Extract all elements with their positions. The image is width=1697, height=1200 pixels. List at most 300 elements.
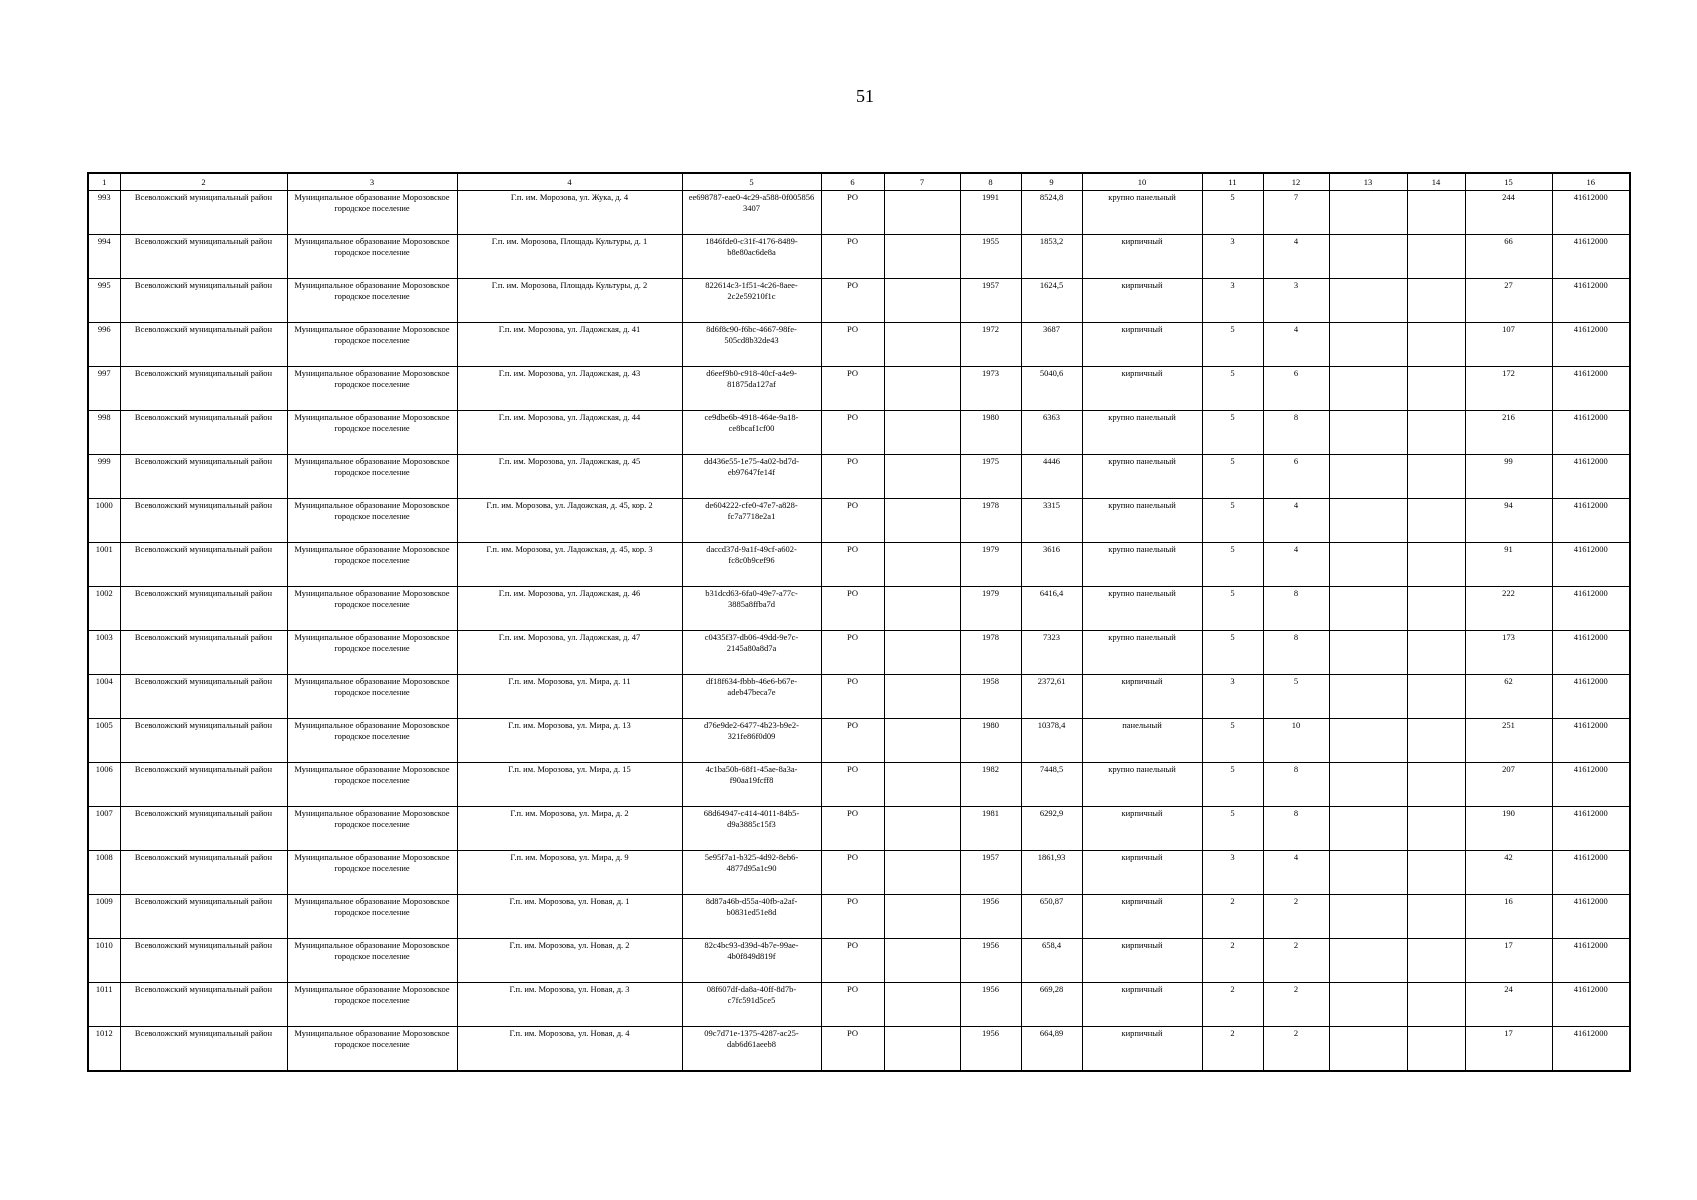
- table-cell-col-4: Г.п. им. Морозова, ул. Ладожская, д. 45, кор. 2: [457, 499, 682, 543]
- table-cell-col-13: [1329, 763, 1407, 807]
- table-cell-col-7: [884, 851, 960, 895]
- table-cell-col-13: [1329, 191, 1407, 235]
- table-cell-col-9: 650,87: [1021, 895, 1082, 939]
- table-cell-col-6: РО: [821, 411, 884, 455]
- table-cell-col-15: 222: [1465, 587, 1552, 631]
- table-cell-col-12: 2: [1263, 895, 1329, 939]
- table-cell-col-10: кирпичный: [1082, 983, 1202, 1027]
- table-cell-col-8: 1980: [960, 411, 1021, 455]
- table-cell-col-6: РО: [821, 807, 884, 851]
- table-cell-col-8: 1955: [960, 235, 1021, 279]
- table-cell-col-2: Всеволожский муниципальный район: [120, 455, 287, 499]
- table-cell-col-3: Муниципальное образование Морозовское городское поселение: [287, 279, 457, 323]
- table-cell-col-4: Г.п. им. Морозова, ул. Ладожская, д. 44: [457, 411, 682, 455]
- table-cell-col-12: 10: [1263, 719, 1329, 763]
- table-cell-col-14: [1407, 411, 1465, 455]
- table-cell-col-1: 1010: [88, 939, 120, 983]
- table-cell-col-14: [1407, 939, 1465, 983]
- table-cell-col-14: [1407, 367, 1465, 411]
- table-cell-col-3: Муниципальное образование Морозовское городское поселение: [287, 851, 457, 895]
- table-cell-col-2: Всеволожский муниципальный район: [120, 543, 287, 587]
- table-cell-col-12: 2: [1263, 939, 1329, 983]
- column-number-12: 12: [1263, 173, 1329, 191]
- table-cell-col-14: [1407, 763, 1465, 807]
- table-cell-col-14: [1407, 191, 1465, 235]
- table-cell-col-2: Всеволожский муниципальный район: [120, 367, 287, 411]
- table-cell-col-4: Г.п. им. Морозова, ул. Жука, д. 4: [457, 191, 682, 235]
- table-cell-col-3: Муниципальное образование Морозовское городское поселение: [287, 411, 457, 455]
- table-cell-col-11: 2: [1202, 895, 1263, 939]
- table-cell-col-8: 1956: [960, 1027, 1021, 1071]
- table-cell-col-1: 997: [88, 367, 120, 411]
- table-row: [88, 587, 1630, 631]
- table-cell-col-5: d6eef9b0-c918-40cf-a4e9-81875da127af: [682, 367, 821, 411]
- table-row: [88, 1027, 1630, 1071]
- table-cell-col-8: 1957: [960, 851, 1021, 895]
- table-cell-col-10: кирпичный: [1082, 939, 1202, 983]
- table-cell-col-9: 6416,4: [1021, 587, 1082, 631]
- table-cell-col-8: 1981: [960, 807, 1021, 851]
- table-cell-col-2: Всеволожский муниципальный район: [120, 631, 287, 675]
- table-cell-col-10: крупно панельный: [1082, 631, 1202, 675]
- table-cell-col-2: Всеволожский муниципальный район: [120, 279, 287, 323]
- table-cell-col-13: [1329, 1027, 1407, 1071]
- table-cell-col-10: крупно панельный: [1082, 587, 1202, 631]
- table-cell-col-16: 41612000: [1552, 1027, 1630, 1071]
- table-cell-col-10: кирпичный: [1082, 895, 1202, 939]
- column-number-14: 14: [1407, 173, 1465, 191]
- table-cell-col-2: Всеволожский муниципальный район: [120, 895, 287, 939]
- table-cell-col-4: Г.п. им. Морозова, ул. Ладожская, д. 46: [457, 587, 682, 631]
- table-cell-col-5: 8d6f8c90-f6bc-4667-98fe-505cd8b32de43: [682, 323, 821, 367]
- table-cell-col-3: Муниципальное образование Морозовское городское поселение: [287, 235, 457, 279]
- table-cell-col-6: РО: [821, 367, 884, 411]
- table-cell-col-7: [884, 939, 960, 983]
- table-cell-col-13: [1329, 895, 1407, 939]
- table-cell-col-13: [1329, 851, 1407, 895]
- table-cell-col-11: 3: [1202, 675, 1263, 719]
- table-cell-col-13: [1329, 719, 1407, 763]
- table-cell-col-12: 8: [1263, 587, 1329, 631]
- table-cell-col-5: d76e9de2-6477-4b23-b9e2-321fe86f0d09: [682, 719, 821, 763]
- table-cell-col-9: 1624,5: [1021, 279, 1082, 323]
- table-row: [88, 851, 1630, 895]
- table-cell-col-12: 4: [1263, 543, 1329, 587]
- table-cell-col-16: 41612000: [1552, 719, 1630, 763]
- table-cell-col-9: 3616: [1021, 543, 1082, 587]
- table-cell-col-8: 1978: [960, 499, 1021, 543]
- table-row: [88, 763, 1630, 807]
- column-number-4: 4: [457, 173, 682, 191]
- table-cell-col-7: [884, 499, 960, 543]
- table-cell-col-10: крупно панельный: [1082, 763, 1202, 807]
- table-cell-col-15: 172: [1465, 367, 1552, 411]
- table-cell-col-16: 41612000: [1552, 807, 1630, 851]
- table-cell-col-15: 24: [1465, 983, 1552, 1027]
- table-cell-col-10: кирпичный: [1082, 235, 1202, 279]
- table-cell-col-6: РО: [821, 939, 884, 983]
- column-number-11: 11: [1202, 173, 1263, 191]
- table-cell-col-10: кирпичный: [1082, 323, 1202, 367]
- table-cell-col-2: Всеволожский муниципальный район: [120, 587, 287, 631]
- column-number-1: 1: [88, 173, 120, 191]
- table-cell-col-6: РО: [821, 455, 884, 499]
- table-cell-col-9: 664,89: [1021, 1027, 1082, 1071]
- table-cell-col-10: панельный: [1082, 719, 1202, 763]
- table-cell-col-12: 8: [1263, 411, 1329, 455]
- table-cell-col-1: 1004: [88, 675, 120, 719]
- table-cell-col-8: 1956: [960, 983, 1021, 1027]
- table-cell-col-15: 94: [1465, 499, 1552, 543]
- table-cell-col-8: 1980: [960, 719, 1021, 763]
- table-cell-col-14: [1407, 587, 1465, 631]
- table-cell-col-1: 996: [88, 323, 120, 367]
- table-cell-col-1: 1005: [88, 719, 120, 763]
- table-cell-col-6: РО: [821, 279, 884, 323]
- table-cell-col-6: РО: [821, 499, 884, 543]
- table-cell-col-7: [884, 895, 960, 939]
- table-cell-col-9: 4446: [1021, 455, 1082, 499]
- column-number-6: 6: [821, 173, 884, 191]
- column-number-13: 13: [1329, 173, 1407, 191]
- table-cell-col-4: Г.п. им. Морозова, ул. Новая, д. 1: [457, 895, 682, 939]
- table-cell-col-8: 1982: [960, 763, 1021, 807]
- table-cell-col-3: Муниципальное образование Морозовское городское поселение: [287, 543, 457, 587]
- table-cell-col-14: [1407, 455, 1465, 499]
- table-cell-col-13: [1329, 631, 1407, 675]
- table-cell-col-4: Г.п. им. Морозова, ул. Мира, д. 11: [457, 675, 682, 719]
- table-cell-col-9: 669,28: [1021, 983, 1082, 1027]
- table-cell-col-13: [1329, 983, 1407, 1027]
- table-cell-col-13: [1329, 367, 1407, 411]
- table-cell-col-9: 6292,9: [1021, 807, 1082, 851]
- table-cell-col-9: 2372,61: [1021, 675, 1082, 719]
- table-cell-col-8: 1958: [960, 675, 1021, 719]
- table-cell-col-1: 1008: [88, 851, 120, 895]
- table-cell-col-10: кирпичный: [1082, 851, 1202, 895]
- table-cell-col-4: Г.п. им. Морозова, ул. Новая, д. 3: [457, 983, 682, 1027]
- table-cell-col-4: Г.п. им. Морозова, ул. Ладожская, д. 45, кор. 3: [457, 543, 682, 587]
- table-cell-col-16: 41612000: [1552, 543, 1630, 587]
- table-cell-col-13: [1329, 235, 1407, 279]
- table-cell-col-16: 41612000: [1552, 499, 1630, 543]
- table-cell-col-6: РО: [821, 323, 884, 367]
- table-cell-col-4: Г.п. им. Морозова, ул. Ладожская, д. 43: [457, 367, 682, 411]
- table-cell-col-14: [1407, 631, 1465, 675]
- table-cell-col-2: Всеволожский муниципальный район: [120, 983, 287, 1027]
- column-number-3: 3: [287, 173, 457, 191]
- table-cell-col-3: Муниципальное образование Морозовское городское поселение: [287, 807, 457, 851]
- table-cell-col-1: 1003: [88, 631, 120, 675]
- table-cell-col-8: 1991: [960, 191, 1021, 235]
- table-cell-col-13: [1329, 411, 1407, 455]
- table-cell-col-2: Всеволожский муниципальный район: [120, 235, 287, 279]
- table-row: [88, 895, 1630, 939]
- table-cell-col-7: [884, 763, 960, 807]
- table-cell-col-14: [1407, 1027, 1465, 1071]
- table-cell-col-14: [1407, 851, 1465, 895]
- table-cell-col-5: 08f607df-da8a-40ff-8d7b-c7fc591d5ce5: [682, 983, 821, 1027]
- table-cell-col-13: [1329, 587, 1407, 631]
- table-cell-col-11: 3: [1202, 235, 1263, 279]
- table-cell-col-15: 27: [1465, 279, 1552, 323]
- column-number-7: 7: [884, 173, 960, 191]
- table-cell-col-7: [884, 191, 960, 235]
- table-cell-col-5: dd436e55-1e75-4a02-bd7d-eb97647fe14f: [682, 455, 821, 499]
- housing-register-table: [87, 172, 1631, 1072]
- table-cell-col-6: РО: [821, 631, 884, 675]
- table-row: [88, 323, 1630, 367]
- table-row: [88, 983, 1630, 1027]
- table-cell-col-7: [884, 983, 960, 1027]
- table-cell-col-5: 8d87a46b-d55a-40fb-a2af-b0831ed51e8d: [682, 895, 821, 939]
- table-cell-col-11: 5: [1202, 323, 1263, 367]
- table-cell-col-16: 41612000: [1552, 983, 1630, 1027]
- table-cell-col-2: Всеволожский муниципальный район: [120, 851, 287, 895]
- table-cell-col-8: 1973: [960, 367, 1021, 411]
- table-cell-col-1: 1006: [88, 763, 120, 807]
- table-cell-col-15: 251: [1465, 719, 1552, 763]
- table-cell-col-10: крупно панельный: [1082, 499, 1202, 543]
- table-cell-col-6: РО: [821, 851, 884, 895]
- table-cell-col-5: daccd37d-9a1f-49cf-a602-fc8c0b9cef96: [682, 543, 821, 587]
- column-number-2: 2: [120, 173, 287, 191]
- table-cell-col-4: Г.п. им. Морозова, ул. Ладожская, д. 41: [457, 323, 682, 367]
- table-cell-col-11: 2: [1202, 939, 1263, 983]
- table-cell-col-10: кирпичный: [1082, 279, 1202, 323]
- table-cell-col-9: 5040,6: [1021, 367, 1082, 411]
- table-cell-col-6: РО: [821, 983, 884, 1027]
- table-cell-col-8: 1956: [960, 939, 1021, 983]
- table-cell-col-8: 1956: [960, 895, 1021, 939]
- table-cell-col-12: 7: [1263, 191, 1329, 235]
- table-cell-col-10: кирпичный: [1082, 675, 1202, 719]
- table-cell-col-14: [1407, 279, 1465, 323]
- table-row: [88, 939, 1630, 983]
- table-cell-col-1: 1001: [88, 543, 120, 587]
- table-cell-col-3: Муниципальное образование Морозовское городское поселение: [287, 675, 457, 719]
- table-cell-col-7: [884, 807, 960, 851]
- table-cell-col-11: 5: [1202, 587, 1263, 631]
- table-cell-col-11: 3: [1202, 279, 1263, 323]
- table-cell-col-12: 4: [1263, 499, 1329, 543]
- table-cell-col-16: 41612000: [1552, 191, 1630, 235]
- table-cell-col-15: 16: [1465, 895, 1552, 939]
- table-cell-col-7: [884, 455, 960, 499]
- table-cell-col-9: 1853,2: [1021, 235, 1082, 279]
- table-cell-col-5: ce9dbe6b-4918-464e-9a18-ce8bcaf1cf00: [682, 411, 821, 455]
- table-cell-col-3: Муниципальное образование Морозовское городское поселение: [287, 983, 457, 1027]
- table-cell-col-15: 107: [1465, 323, 1552, 367]
- table-cell-col-7: [884, 587, 960, 631]
- table-cell-col-1: 995: [88, 279, 120, 323]
- table-cell-col-5: b31dcd63-6fa0-49e7-a77c-3885a8ffba7d: [682, 587, 821, 631]
- table-cell-col-1: 998: [88, 411, 120, 455]
- table-cell-col-9: 1861,93: [1021, 851, 1082, 895]
- table-cell-col-15: 42: [1465, 851, 1552, 895]
- table-cell-col-15: 91: [1465, 543, 1552, 587]
- table-cell-col-11: 5: [1202, 631, 1263, 675]
- table-cell-col-9: 7448,5: [1021, 763, 1082, 807]
- table-cell-col-16: 41612000: [1552, 411, 1630, 455]
- table-cell-col-4: Г.п. им. Морозова, ул. Мира, д. 9: [457, 851, 682, 895]
- column-number-row: [88, 173, 1630, 191]
- table-cell-col-4: Г.п. им. Морозова, ул. Мира, д. 2: [457, 807, 682, 851]
- table-cell-col-1: 1002: [88, 587, 120, 631]
- table-cell-col-12: 6: [1263, 455, 1329, 499]
- column-number-8: 8: [960, 173, 1021, 191]
- table-cell-col-14: [1407, 499, 1465, 543]
- table-cell-col-4: Г.п. им. Морозова, ул. Мира, д. 15: [457, 763, 682, 807]
- table-cell-col-3: Муниципальное образование Морозовское городское поселение: [287, 455, 457, 499]
- table-cell-col-1: 999: [88, 455, 120, 499]
- table-cell-col-8: 1978: [960, 631, 1021, 675]
- table-cell-col-7: [884, 367, 960, 411]
- table-cell-col-4: Г.п. им. Морозова, ул. Мира, д. 13: [457, 719, 682, 763]
- table-cell-col-7: [884, 323, 960, 367]
- table-cell-col-5: ee698787-eae0-4c29-a588-0f005856 3407: [682, 191, 821, 235]
- table-cell-col-12: 4: [1263, 323, 1329, 367]
- table-cell-col-12: 6: [1263, 367, 1329, 411]
- table-cell-col-7: [884, 719, 960, 763]
- table-cell-col-2: Всеволожский муниципальный район: [120, 499, 287, 543]
- table-cell-col-6: РО: [821, 719, 884, 763]
- table-cell-col-5: 82c4bc93-d39d-4b7e-99ae-4b0f849d819f: [682, 939, 821, 983]
- table-cell-col-15: 190: [1465, 807, 1552, 851]
- table-cell-col-6: РО: [821, 543, 884, 587]
- table-cell-col-4: Г.п. им. Морозова, ул. Ладожская, д. 47: [457, 631, 682, 675]
- table-row: [88, 279, 1630, 323]
- table-cell-col-4: Г.п. им. Морозова, ул. Новая, д. 2: [457, 939, 682, 983]
- table-cell-col-5: 1846fde0-c31f-4176-8489-b8e80ac6de8a: [682, 235, 821, 279]
- table-cell-col-14: [1407, 675, 1465, 719]
- table-cell-col-9: 7323: [1021, 631, 1082, 675]
- table-cell-col-8: 1957: [960, 279, 1021, 323]
- table-cell-col-16: 41612000: [1552, 323, 1630, 367]
- table-cell-col-3: Муниципальное образование Морозовское городское поселение: [287, 191, 457, 235]
- table-cell-col-3: Муниципальное образование Морозовское городское поселение: [287, 323, 457, 367]
- table-cell-col-6: РО: [821, 675, 884, 719]
- table-cell-col-13: [1329, 543, 1407, 587]
- table-cell-col-6: РО: [821, 191, 884, 235]
- table-cell-col-2: Всеволожский муниципальный район: [120, 1027, 287, 1071]
- table-cell-col-15: 17: [1465, 1027, 1552, 1071]
- column-number-10: 10: [1082, 173, 1202, 191]
- table-cell-col-13: [1329, 675, 1407, 719]
- table-cell-col-13: [1329, 323, 1407, 367]
- table-cell-col-4: Г.п. им. Морозова, ул. Новая, д. 4: [457, 1027, 682, 1071]
- table-cell-col-11: 5: [1202, 367, 1263, 411]
- table-cell-col-11: 5: [1202, 191, 1263, 235]
- table-cell-col-3: Муниципальное образование Морозовское городское поселение: [287, 631, 457, 675]
- table-cell-col-3: Муниципальное образование Морозовское городское поселение: [287, 763, 457, 807]
- table-row: [88, 631, 1630, 675]
- table-cell-col-9: 3687: [1021, 323, 1082, 367]
- table-cell-col-14: [1407, 235, 1465, 279]
- table-cell-col-15: 207: [1465, 763, 1552, 807]
- table-cell-col-2: Всеволожский муниципальный район: [120, 411, 287, 455]
- table-cell-col-16: 41612000: [1552, 763, 1630, 807]
- table-row: [88, 543, 1630, 587]
- table-cell-col-1: 1000: [88, 499, 120, 543]
- table-cell-col-2: Всеволожский муниципальный район: [120, 191, 287, 235]
- table-cell-col-6: РО: [821, 587, 884, 631]
- table-cell-col-13: [1329, 499, 1407, 543]
- table-row: [88, 367, 1630, 411]
- table-cell-col-12: 2: [1263, 983, 1329, 1027]
- table-cell-col-5: 09c7d71e-1375-4287-ac25-dab6d61aeeb8: [682, 1027, 821, 1071]
- table-cell-col-13: [1329, 279, 1407, 323]
- table-cell-col-15: 66: [1465, 235, 1552, 279]
- table-cell-col-15: 99: [1465, 455, 1552, 499]
- table-cell-col-16: 41612000: [1552, 587, 1630, 631]
- table-cell-col-8: 1972: [960, 323, 1021, 367]
- table-cell-col-1: 994: [88, 235, 120, 279]
- table-row: [88, 807, 1630, 851]
- table-cell-col-12: 8: [1263, 807, 1329, 851]
- table-cell-col-3: Муниципальное образование Морозовское городское поселение: [287, 499, 457, 543]
- table-cell-col-2: Всеволожский муниципальный район: [120, 719, 287, 763]
- table-cell-col-10: кирпичный: [1082, 367, 1202, 411]
- table-cell-col-14: [1407, 543, 1465, 587]
- table-row: [88, 499, 1630, 543]
- table-cell-col-13: [1329, 939, 1407, 983]
- table-cell-col-12: 8: [1263, 763, 1329, 807]
- table-cell-col-14: [1407, 807, 1465, 851]
- table-cell-col-7: [884, 1027, 960, 1071]
- page-number: 51: [856, 86, 874, 106]
- column-number-15: 15: [1465, 173, 1552, 191]
- table-cell-col-3: Муниципальное образование Морозовское городское поселение: [287, 587, 457, 631]
- table-cell-col-11: 5: [1202, 543, 1263, 587]
- table-cell-col-11: 5: [1202, 807, 1263, 851]
- table-cell-col-16: 41612000: [1552, 631, 1630, 675]
- table-cell-col-3: Муниципальное образование Морозовское городское поселение: [287, 719, 457, 763]
- table-cell-col-16: 41612000: [1552, 455, 1630, 499]
- table-row: [88, 411, 1630, 455]
- table-cell-col-10: кирпичный: [1082, 1027, 1202, 1071]
- table-row: [88, 719, 1630, 763]
- table-cell-col-1: 1009: [88, 895, 120, 939]
- table-cell-col-10: крупно панельный: [1082, 455, 1202, 499]
- table-cell-col-7: [884, 411, 960, 455]
- table-cell-col-12: 2: [1263, 1027, 1329, 1071]
- table-cell-col-7: [884, 675, 960, 719]
- table-cell-col-1: 993: [88, 191, 120, 235]
- table-row: [88, 675, 1630, 719]
- table-cell-col-2: Всеволожский муниципальный район: [120, 675, 287, 719]
- table-cell-col-6: РО: [821, 763, 884, 807]
- table-cell-col-16: 41612000: [1552, 675, 1630, 719]
- table-cell-col-6: РО: [821, 235, 884, 279]
- table-row: [88, 455, 1630, 499]
- table-cell-col-2: Всеволожский муниципальный район: [120, 939, 287, 983]
- table-cell-col-8: 1979: [960, 587, 1021, 631]
- column-number-5: 5: [682, 173, 821, 191]
- column-number-9: 9: [1021, 173, 1082, 191]
- table-row: [88, 235, 1630, 279]
- table-cell-col-9: 6363: [1021, 411, 1082, 455]
- table-cell-col-11: 3: [1202, 851, 1263, 895]
- table-cell-col-3: Муниципальное образование Морозовское городское поселение: [287, 895, 457, 939]
- table-cell-col-7: [884, 631, 960, 675]
- table-cell-col-15: 216: [1465, 411, 1552, 455]
- table-cell-col-7: [884, 279, 960, 323]
- table-cell-col-1: 1012: [88, 1027, 120, 1071]
- table-cell-col-8: 1979: [960, 543, 1021, 587]
- table-cell-col-4: Г.п. им. Морозова, Площадь Культуры, д. 2: [457, 279, 682, 323]
- table-cell-col-5: de604222-cfe0-47e7-a828-fc7a7718e2a1: [682, 499, 821, 543]
